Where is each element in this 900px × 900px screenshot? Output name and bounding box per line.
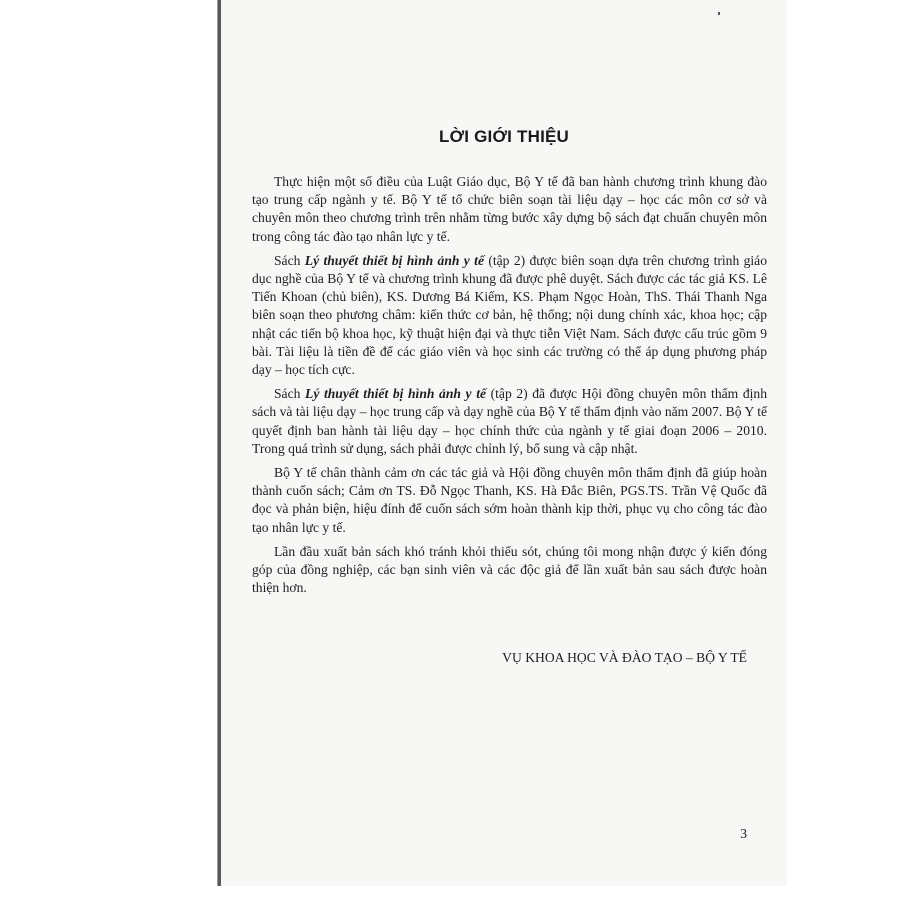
- paragraph-1: Thực hiện một số điều của Luật Giáo dục, Bộ Y tế đã ban hành chương trình khung đào tạo trung cấp ngành y tế. Bộ Y tế tổ chức biên soạn tài liệu dạy – học các môn cơ sở và chuyên môn theo chương trình trên nhằm từng bước xây dựng bộ sách đạt chuẩn chuyên môn trong công tác đào tạo nhân lực y tế.: [252, 174, 767, 244]
- scan-dust-mark: [718, 12, 720, 15]
- page-sheet: [218, 0, 787, 886]
- paragraph-3-rest: (tập 2) đã được Hội đồng chuyên môn thẩm định sách và tài liệu dạy – học trung cấp và dạy nghề của Bộ Y tế thẩm định vào năm 2007. Bộ Y tế quyết định ban hành tài liệu dạy – học chính thức của ngành y tế giai đoạn 2006 – 2010. Trong quá trình sử dụng, sách phải được chỉnh lý, bổ sung và cập nhật.: [252, 386, 768, 456]
- paragraph-5: Lần đầu xuất bản sách khó tránh khỏi thiếu sót, chúng tôi mong nhận được ý kiến đóng góp của đồng nghiệp, các bạn sinh viên và các độc giả để lần xuất bản sau sách được hoàn thiện hơn.: [252, 543, 767, 596]
- page-number: 3: [740, 826, 747, 841]
- page-title: LỜI GIỚI THIỆU: [438, 127, 570, 146]
- body-text: [252, 173, 767, 603]
- paragraph-2-lead: Sách: [274, 252, 305, 268]
- paragraph-4: Bộ Y tế chân thành cảm ơn các tác giả và Hội đồng chuyên môn thẩm định đã giúp hoàn thành cuốn sách; Cảm ơn TS. Đỗ Ngọc Thanh, KS. Hà Đắc Biên, PGS.TS. Trần Vệ Quốc đã đọc và phản biện, hiệu đính để cuốn sách sớm hoàn thành kịp thời, phục vụ cho công tác đào tạo nhân lực y tế.: [252, 465, 767, 535]
- paragraph-2: [252, 252, 767, 379]
- book-title: Lý thuyết thiết bị hình ảnh y tế: [305, 386, 487, 402]
- paragraph-2-rest: (tập 2) được biên soạn dựa trên chương trình giáo dục nghề của Bộ Y tế và chương trình khung đã được phê duyệt. Sách được các tác giả KS. Lê Tiến Khoan (chủ biên), KS. Dương Bá Kiếm, KS. Phạm Ngọc Hoàn, ThS. Thái Thanh Nga biên soạn theo phương châm: kiến thức cơ bản, hệ thống; nội dung chính xác, khoa học; cập nhật các tiến bộ khoa học, kỹ thuật hiện đại và thực tiễn Việt Nam. Sách được cấu trúc gồm 9 bài. Tài liệu là tiền đề để các giáo viên và học sinh các trường có thể áp dụng phương pháp dạy – học tích cực.: [252, 252, 768, 378]
- signature: VỤ KHOA HỌC VÀ ĐÀO TẠO – BỘ Y TẾ: [502, 650, 747, 665]
- paragraph-3-lead: Sách: [274, 386, 306, 402]
- book-title: Lý thuyết thiết bị hình ảnh y tế: [304, 252, 484, 268]
- paragraph-3: [252, 385, 767, 458]
